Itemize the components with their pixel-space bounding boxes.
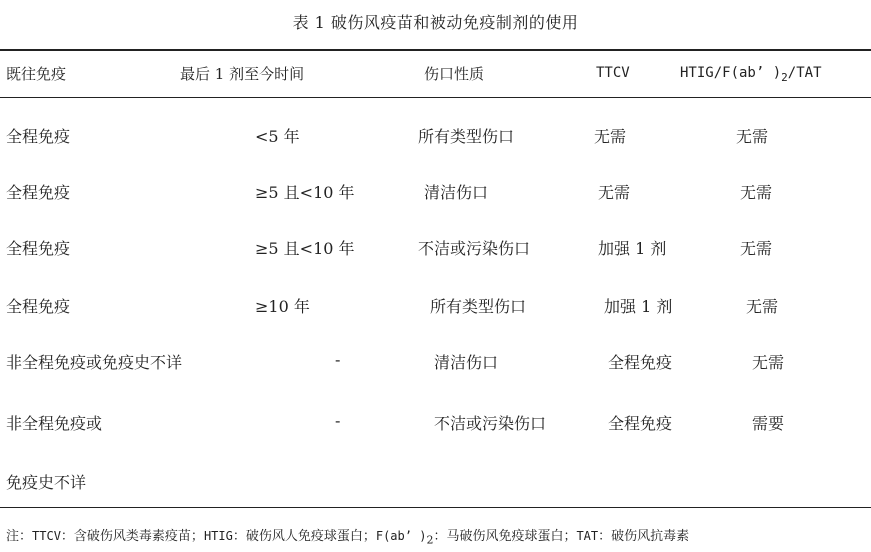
row-wound: 所有类型伤口 (418, 127, 515, 146)
row-htig: 无需 (752, 353, 785, 372)
header-history: 既往免疫 (6, 65, 67, 83)
row-history: 全程免疫 (6, 297, 71, 316)
header-wound: 伤口性质 (424, 65, 485, 83)
row-history: 全程免疫 (6, 183, 71, 202)
row-htig: 无需 (746, 297, 779, 316)
row-time: - (335, 350, 341, 369)
row-htig: 无需 (740, 239, 773, 258)
row-ttcv: 全程免疫 (608, 353, 673, 372)
row-ttcv: 无需 (598, 183, 631, 202)
row-ttcv: 无需 (594, 127, 627, 146)
row-htig: 无需 (736, 127, 769, 146)
header-htig: HTIG/F(ab’ )$_2$/TAT (680, 65, 822, 84)
row-ttcv: 加强 1 剂 (598, 239, 667, 258)
row-htig: 需要 (752, 414, 785, 433)
row-time: ≥10 年 (255, 297, 310, 316)
row-history: 非全程免疫或免疫史不详 (6, 353, 183, 372)
row-ttcv: 全程免疫 (608, 414, 673, 433)
row-wound: 不洁或污染伤口 (434, 414, 547, 433)
row-htig: 无需 (740, 183, 773, 202)
table-footnote: 注：TTCV：含破伤风类毒素疫苗；HTIG：破伤风人免疫球蛋白；F(ab’ )$_2$：马破伤风免疫球蛋白；TAT：破伤风抗毒素 (6, 529, 690, 547)
row-time: ≥5 且<10 年 (255, 183, 355, 202)
row-time: - (335, 411, 341, 430)
header-time: 最后 1 剂至今时间 (180, 65, 305, 83)
row-history: 免疫史不详 (6, 473, 87, 492)
row-history: 全程免疫 (6, 239, 71, 258)
row-wound: 所有类型伤口 (430, 297, 527, 316)
header-rule (0, 97, 871, 98)
row-wound: 清洁伤口 (424, 183, 489, 202)
row-time: <5 年 (255, 127, 300, 146)
row-time: ≥5 且<10 年 (255, 239, 355, 258)
row-wound: 清洁伤口 (434, 353, 499, 372)
bottom-rule (0, 507, 871, 508)
table-title: 表 1 破伤风疫苗和被动免疫制剂的使用 (292, 13, 579, 32)
row-wound: 不洁或污染伤口 (418, 239, 531, 258)
row-history: 非全程免疫或 (6, 414, 103, 433)
header-ttcv: TTCV (596, 65, 630, 81)
row-ttcv: 加强 1 剂 (604, 297, 673, 316)
top-rule (0, 49, 871, 51)
row-history: 全程免疫 (6, 127, 71, 146)
